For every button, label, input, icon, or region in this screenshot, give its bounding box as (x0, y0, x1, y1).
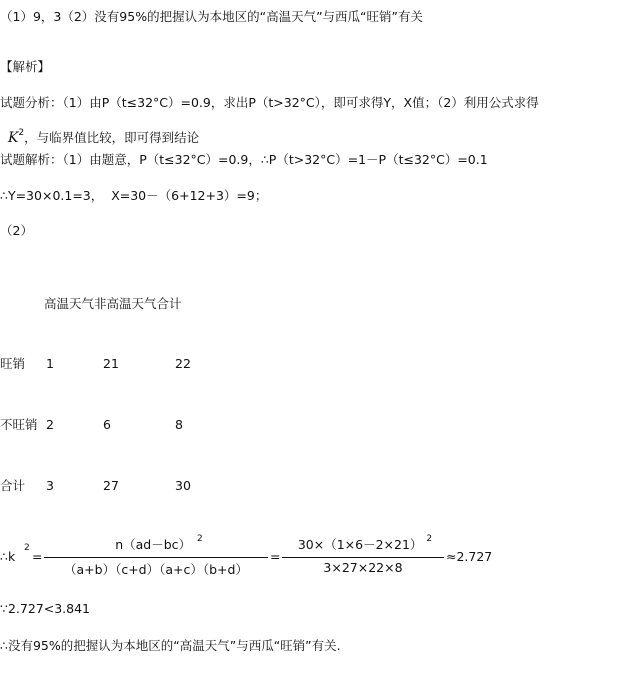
solution-part-2: （2） (0, 223, 33, 238)
solution-line-1: 试题解析：（1）由题意，P（t≤32°C）=0.9，∴P（t>32°C）=1－P（t≤32°C）=0.1 (0, 152, 488, 167)
table-cell: 2 (46, 417, 54, 432)
analysis-header: 【解析】 (0, 59, 51, 74)
fraction-general-numerator (44, 535, 268, 553)
k-exponent: 2 (18, 128, 25, 138)
table-cell: 27 (103, 478, 119, 493)
answer-line: （1）9，3（2）没有95%的把握认为本地区的“高温天气”与西瓜“旺销”有关 (0, 9, 423, 24)
k-symbol: K (7, 130, 19, 146)
formula-equals: = (32, 549, 43, 564)
table-cell: 6 (103, 417, 111, 432)
analysis-line-2 (0, 114, 199, 148)
table-cell: 3 (46, 478, 54, 493)
row-label: 旺销 (0, 356, 26, 371)
table-cell: 30 (175, 478, 191, 493)
formula-equals-2: = (270, 549, 281, 564)
row-label: 不旺销 (0, 417, 38, 432)
formula-approx: ≈2.727 (446, 549, 493, 564)
table-cell: 1 (46, 356, 54, 371)
fraction-bar (282, 557, 444, 558)
formula-prefix: ∴k (0, 549, 16, 564)
table-cell: 8 (175, 417, 183, 432)
formula-prefix-exponent: 2 (24, 543, 30, 553)
fraction-numeric-numerator (282, 535, 444, 553)
row-label: 合计 (0, 478, 26, 493)
solution-line-2: ∴Y=30×0.1=3， X=30－（6+12+3）=9； (0, 188, 268, 203)
comparison-line: ∵2.727<3.841 (0, 601, 90, 616)
analysis-line-1: 试题分析：（1）由P（t≤32°C）=0.9，求出P（t>32°C），即可求得Y，X值；（2）利用公式求得 (0, 95, 539, 110)
table-cell: 22 (175, 356, 191, 371)
table-header: 高温天气非高温天气合计 (44, 296, 182, 311)
analysis-line-2-text: ，与临界值比较，即可得到结论 (24, 130, 200, 145)
numerator-exponent: 2 (197, 534, 203, 544)
table-cell: 21 (103, 356, 119, 371)
fraction-numeric-denominator: 3×27×22×8 (323, 560, 403, 575)
numerator-text: 30×（1×6－2×21） (297, 537, 423, 552)
conclusion-line: ∴没有95%的把握认为本地区的“高温天气”与西瓜“旺销”有关. (0, 638, 341, 653)
numerator-exponent: 2 (426, 534, 433, 544)
fraction-bar (44, 557, 268, 558)
numerator-text: n（ad－bc） (115, 537, 192, 552)
fraction-general-denominator: （a+b）（c+d）（a+c）（b+d） (64, 562, 248, 577)
